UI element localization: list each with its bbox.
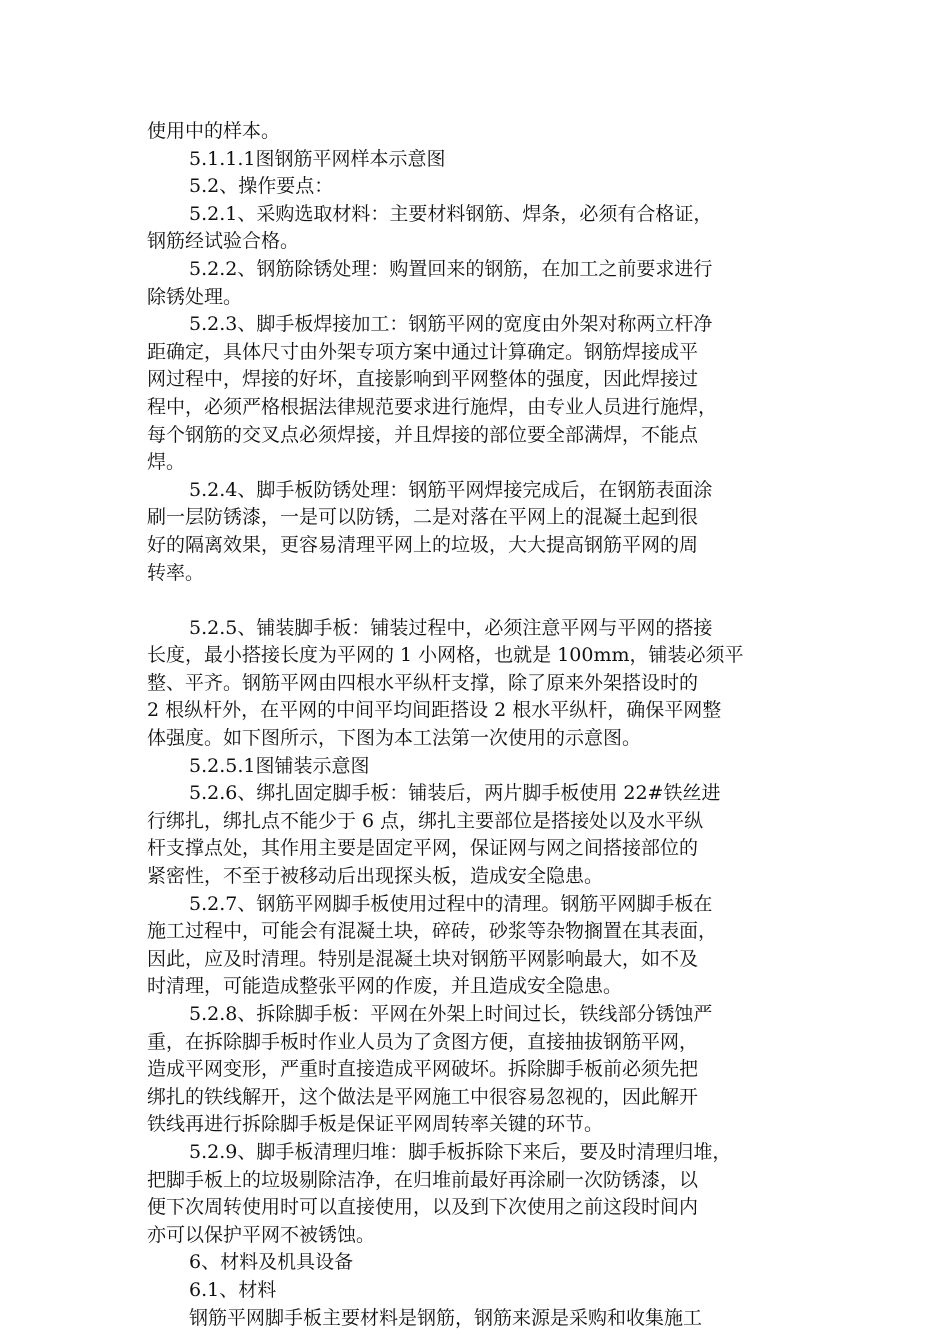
- text-line: 钢筋经试验合格。: [147, 230, 300, 253]
- text-line: 转率。: [147, 561, 205, 584]
- text-line: 刷一层防锈漆，一是可以防锈，二是对落在平网上的混凝土起到很: [147, 506, 699, 529]
- text-line: 好的隔离效果，更容易清理平网上的垃圾，大大提高钢筋平网的周: [147, 533, 699, 556]
- text-line: 杆支撑点处，其作用主要是固定平网，保证网与网之间搭接部位的: [147, 837, 699, 860]
- text-line: 程中，必须严格根据法律规范要求进行施焊，由专业人员进行施焊，: [147, 395, 718, 418]
- text-line: 每个钢筋的交叉点必须焊接，并且焊接的部位要全部满焊，不能点: [147, 423, 699, 446]
- paragraph-start: 5.2.4、脚手板防锈处理：钢筋平网焊接完成后，在钢筋表面涂: [189, 478, 713, 501]
- text-line: 2 根纵杆外，在平网的中间平均间距搭设 2 根水平纵杆，确保平网整: [147, 699, 722, 722]
- section-heading: 6.1、材料: [189, 1278, 277, 1301]
- text-line: 网过程中，焊接的好坏，直接影响到平网整体的强度，因此焊接过: [147, 368, 699, 391]
- paragraph-start: 5.2.3、脚手板焊接加工：钢筋平网的宽度由外架对称两立杆净: [189, 313, 713, 336]
- figure-caption: 5.2.5.1图铺装示意图: [189, 754, 370, 777]
- text-line: 把脚手板上的垃圾剔除洁净，在归堆前最好再涂刷一次防锈漆，以: [147, 1168, 699, 1191]
- text-line: 体强度。如下图所示，下图为本工法第一次使用的示意图。: [147, 727, 642, 750]
- text-line: 除锈处理。: [147, 285, 243, 308]
- text-line: 铁线再进行拆除脚手板是保证平网周转率关键的环节。: [147, 1113, 604, 1136]
- text-line: 绑扎的铁线解开，这个做法是平网施工中很容易忽视的，因此解开: [147, 1085, 699, 1108]
- paragraph-start: 5.2.9、脚手板清理归堆：脚手板拆除下来后，要及时清理归堆，: [189, 1140, 732, 1163]
- paragraph-start: 5.2.8、拆除脚手板：平网在外架上时间过长，铁线部分锈蚀严: [189, 1003, 713, 1025]
- text-line: 施工过程中，可能会有混凝土块，碎砖，砂浆等杂物搁置在其表面，: [147, 920, 718, 943]
- paragraph-start: 5.2.6、绑扎固定脚手板：铺装后，两片脚手板使用 22#铁丝进: [189, 782, 721, 805]
- text-line: 紧密性，不至于被移动后出现探头板，造成安全隐患。: [147, 865, 604, 888]
- text-line: 长度，最小搭接长度为平网的 1 小网格，也就是 100mm，铺装必须平: [147, 644, 744, 667]
- section-heading: 6、材料及机具设备: [189, 1251, 354, 1274]
- text-line: 行绑扎，绑扎点不能少于 6 点，绑扎主要部位是搭接处以及水平纵: [147, 809, 704, 832]
- text-line: 造成平网变形，严重时直接造成平网破坏。拆除脚手板前必须先把: [147, 1058, 699, 1081]
- paragraph-start: 5.2.1、采购选取材料：主要材料钢筋、焊条，必须有合格证，: [189, 202, 713, 225]
- text-line: 因此，应及时清理。特别是混凝土块对钢筋平网影响最大，如不及: [147, 947, 699, 970]
- text-line: 亦可以保护平网不被锈蚀。: [147, 1223, 376, 1246]
- figure-caption: 5.1.1.1图钢筋平网样本示意图: [189, 147, 446, 170]
- text-line: 重，在拆除脚手板时作业人员为了贪图方便，直接抽拔钢筋平网，: [147, 1030, 699, 1053]
- text-line: 距确定，具体尺寸由外架专项方案中通过计算确定。钢筋焊接成平: [147, 340, 699, 363]
- document-page: [147, 118, 807, 1332]
- text-line: 焊。: [147, 451, 186, 474]
- text-line: 整、平齐。钢筋平网由四根水平纵杆支撑，除了原来外架搭设时的: [147, 671, 699, 694]
- text-line: 使用中的样本。: [147, 120, 281, 142]
- blank-line: [147, 587, 807, 615]
- paragraph-start: 5.2.5、铺装脚手板：铺装过程中，必须注意平网与平网的搭接: [189, 616, 713, 639]
- paragraph-start: 钢筋平网脚手板主要材料是钢筋，钢筋来源是采购和收集施工: [189, 1306, 703, 1329]
- text-line: 时清理，可能造成整张平网的作废，并且造成安全隐患。: [147, 975, 623, 998]
- paragraph-start: 5.2.7、钢筋平网脚手板使用过程中的清理。钢筋平网脚手板在: [189, 892, 713, 915]
- section-heading: 5.2、操作要点：: [189, 175, 334, 198]
- paragraph-start: 5.2.2、钢筋除锈处理：购置回来的钢筋，在加工之前要求进行: [189, 257, 713, 280]
- text-line: 便下次周转使用时可以直接使用，以及到下次使用之前这段时间内: [147, 1196, 699, 1219]
